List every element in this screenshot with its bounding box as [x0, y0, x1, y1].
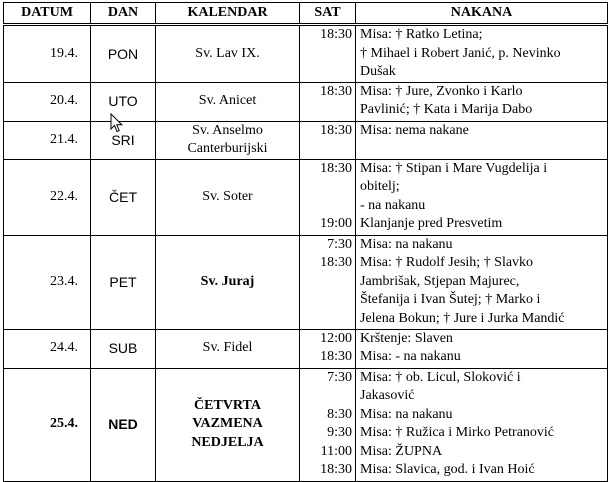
time-entry: 18:30: [320, 160, 352, 176]
nakana-line: Misa: † ob. Licul, Sloković i: [360, 369, 521, 385]
header-kalendar: KALENDAR: [156, 3, 300, 25]
nakana-line: Štefanija i Ivan Šutej; † Marko i: [360, 292, 541, 307]
row-sat: [300, 329, 356, 368]
row-kalendar: Sv. Lav IX.: [156, 25, 300, 83]
time-entry: 19:00: [320, 216, 352, 231]
row-nakana: [356, 25, 608, 83]
row-kalendar: Sv. Juraj: [156, 235, 300, 329]
row-nakana: [356, 82, 608, 121]
row-dan: PON: [91, 25, 156, 83]
row-nakana: [356, 121, 608, 159]
table-row: [4, 329, 608, 368]
row-dan: NED: [91, 368, 156, 481]
row-sat: [300, 368, 356, 481]
nakana-line: Misa: Slavica, god. i Ivan Hoić: [360, 462, 535, 477]
nakana-line: Misa: † Ružica i Mirko Petranović: [360, 425, 555, 440]
header-dan: DAN: [91, 3, 156, 25]
time-entry: 18:30: [320, 122, 352, 138]
kalendar-line: VAZMENA: [192, 416, 263, 432]
row-datum: 22.4.: [4, 159, 91, 235]
time-entry: 18:30: [320, 255, 352, 270]
row-kalendar: Sv. Anicet: [156, 82, 300, 121]
header-row: [4, 3, 608, 25]
row-datum: 21.4.: [4, 121, 91, 159]
time-entry: 18:30: [320, 349, 352, 364]
nakana-line: Misa: † Rudolf Jesih; † Slavko: [360, 255, 534, 270]
nakana-line: Dušak: [360, 64, 396, 79]
time-entry: 8:30: [327, 406, 352, 422]
row-nakana: [356, 159, 608, 235]
header-nakana: NAKANA: [356, 3, 608, 25]
table-row: [4, 25, 608, 83]
row-datum: 20.4.: [4, 82, 91, 121]
row-sat: [300, 25, 356, 83]
nakana-line: Misa: † Stipan i Mare Vugdelija i: [360, 160, 548, 176]
time-entry: 12:00: [320, 330, 352, 346]
header-sat: SAT: [300, 3, 356, 25]
mouse-pointer-icon: [110, 113, 124, 133]
time-entry: 18:30: [320, 27, 352, 42]
time-entry: 7:30: [327, 236, 352, 252]
kalendar-line: Sv. Anselmo: [192, 122, 263, 138]
nakana-line: Misa: - na nakanu: [360, 349, 461, 364]
time-entry: 7:30: [327, 369, 352, 385]
row-sat: [300, 82, 356, 121]
row-dan: SRI: [91, 121, 156, 159]
row-kalendar: Sv. Fidel: [156, 329, 300, 368]
row-datum: 24.4.: [4, 329, 91, 368]
row-dan: PET: [91, 235, 156, 329]
time-entry: 18:30: [320, 83, 352, 99]
mass-schedule-table: [3, 2, 608, 482]
table-row: [4, 368, 608, 481]
nakana-line: Misa: † Jure, Zvonko i Karlo: [360, 83, 523, 99]
row-nakana: [356, 368, 608, 481]
nakana-line: Misa: na nakanu: [360, 236, 453, 252]
row-kalendar: [156, 121, 300, 159]
nakana-line: Krštenje: Slaven: [360, 330, 453, 346]
table-row: [4, 159, 608, 235]
nakana-line: † Mihael i Robert Janić, p. Nevinko: [360, 45, 561, 61]
time-entry: 11:00: [320, 443, 352, 459]
nakana-line: Klanjanje pred Presvetim: [360, 216, 503, 231]
nakana-line: Jambrišak, Stjepan Majurec,: [360, 273, 520, 289]
row-datum: 23.4.: [4, 235, 91, 329]
nakana-line: - na nakanu: [360, 197, 426, 213]
row-sat: [300, 121, 356, 159]
table-row: [4, 235, 608, 329]
row-nakana: [356, 329, 608, 368]
nakana-line: obitelj;: [360, 179, 400, 194]
header-datum: DATUM: [4, 3, 91, 25]
row-datum: 19.4.: [4, 25, 91, 83]
table-row: [4, 82, 608, 121]
nakana-line: Pavlinić; † Kata i Marija Dabo: [360, 102, 533, 117]
row-kalendar: [156, 368, 300, 481]
row-dan: UTO: [91, 82, 156, 121]
kalendar-line: ČETVRTA: [194, 397, 261, 413]
nakana-line: Misa: na nakanu: [360, 406, 453, 422]
row-nakana: [356, 235, 608, 329]
row-dan: ČET: [91, 159, 156, 235]
row-sat: [300, 159, 356, 235]
nakana-line: Jakasović: [360, 388, 415, 403]
kalendar-line: NEDJELJA: [191, 434, 264, 450]
row-dan: SUB: [91, 329, 156, 368]
row-sat: [300, 235, 356, 329]
nakana-line: Misa: † Ratko Letina;: [360, 27, 483, 42]
row-datum: 25.4.: [4, 368, 91, 481]
row-kalendar: Sv. Soter: [156, 159, 300, 235]
nakana-line: Misa: nema nakane: [360, 122, 469, 138]
time-entry: 18:30: [320, 462, 352, 477]
time-entry: 9:30: [327, 425, 352, 440]
kalendar-line: Canterburijski: [187, 141, 268, 156]
nakana-line: Misa: ŽUPNA: [360, 443, 443, 459]
nakana-line: Jelena Bokun; † Jure i Jurka Mandić: [360, 310, 565, 326]
table-row: [4, 121, 608, 159]
